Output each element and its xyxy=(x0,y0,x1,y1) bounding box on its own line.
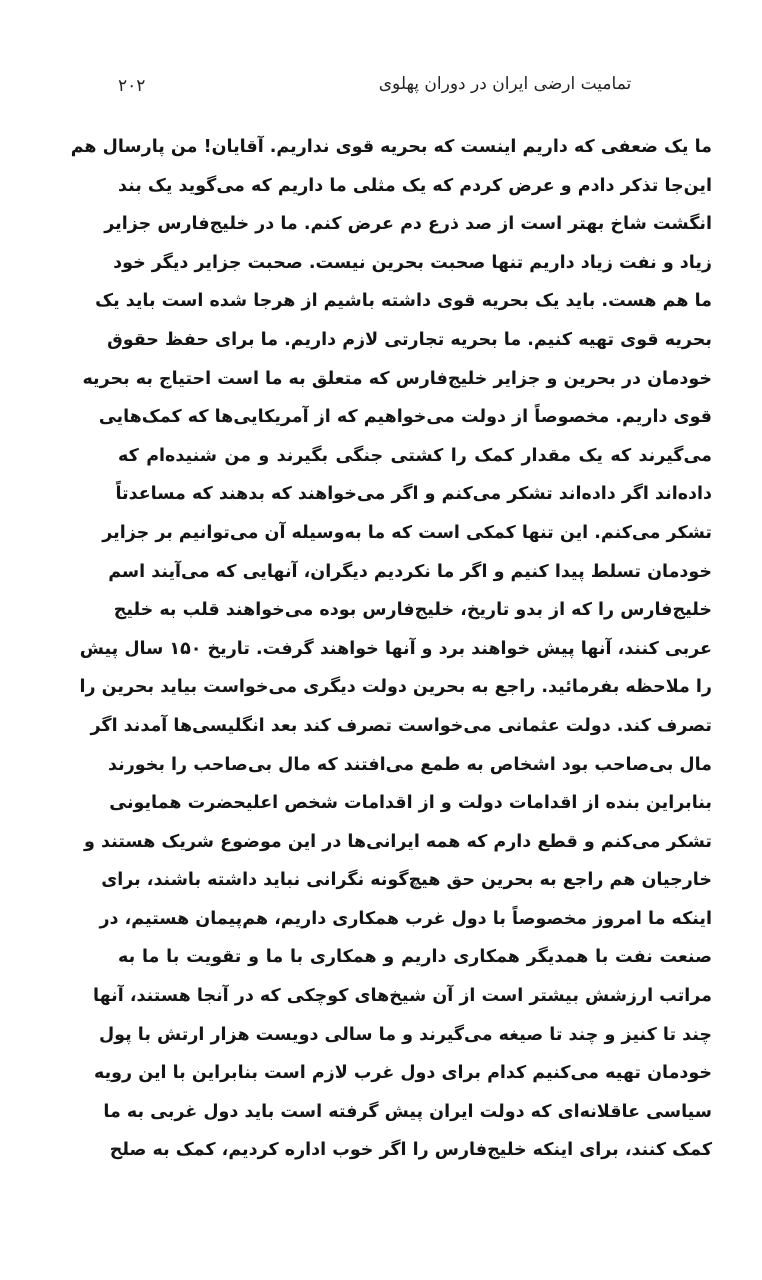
text-line: تصرف کند. دولت عثمانی می‌خواست تصرف کند بعد انگلیسی‌ها آمدند اگر xyxy=(90,715,712,736)
text-line: زیاد و نفت زیاد داریم تنها صحبت بحرین نیست. صحبت جزایر دیگر خود xyxy=(113,252,712,273)
text-line: داده‌اند اگر داده‌اند تشکر می‌کنم و اگر می‌خواهند که بدهند که مساعدتاً xyxy=(115,484,712,505)
text-line: چند تا کنیز و چند تا صیغه می‌گیرند و ما سالی دویست هزار ارتش با پول xyxy=(98,1024,712,1045)
text-line: را ملاحظه بفرمائید. راجع به بحرین دولت دیگری می‌خواست بیاید بحرین را xyxy=(79,677,712,698)
text-line: ما هم هست. باید یک بحریه قوی داشته باشیم از هرجا شده است باید یک xyxy=(95,291,712,312)
running-header xyxy=(118,74,712,104)
text-line: خارجیان هم راجع به بحرین حق هیچ‌گونه نگرانی نباید داشته باشند، برای xyxy=(101,870,712,891)
text-line: مال بی‌صاحب بود اشخاص به طمع می‌افتند که مال بی‌صاحب را بخورند xyxy=(108,754,712,775)
text-line: عربی کنند، آنها پیش خواهند برد و آنها خواهند گرفت. تاریخ ۱۵۰ سال پیش xyxy=(79,638,712,659)
text-line: بحریه قوی تهیه کنیم. ما بحریه تجارتی لازم داریم. ما برای حفظ حقوق xyxy=(107,329,712,350)
text-line: خودمان تهیه می‌کنیم کدام برای دول غرب لازم است بنابراین با این رویه xyxy=(93,1063,712,1084)
text-line: انگشت شاخ بهتر است از صد ذرع دم عرض کنم. ما در خلیج‌فارس جزایر xyxy=(104,214,712,235)
text-line: مراتب ارزشش بیشتر است از آن شیخ‌های کوچکی که در آنجا هستند، آنها xyxy=(93,986,712,1007)
text-line: می‌گیرند که یک مقدار کمک را کشتی جنگی بگیرند و من شنیده‌ام که xyxy=(118,445,712,466)
text-line: تشکر می‌کنم و قطع دارم که همه ایرانی‌ها در این موضوع شریک هستند و xyxy=(84,831,712,852)
running-title: تمامیت ارضی ایران در دوران پهلوی xyxy=(378,74,632,94)
body-text xyxy=(70,128,712,1170)
page-number: ۲۰۲ xyxy=(118,76,146,96)
text-line: صنعت نفت با همدیگر همکاری داریم و همکاری با ما و تقویت با ما به xyxy=(118,947,712,968)
text-line: خودمان تسلط پیدا کنیم و اگر ما نکردیم دیگران، آنهایی که می‌آیند اسم xyxy=(108,561,712,582)
text-line: خلیج‌فارس را که از بدو تاریخ، خلیج‌فارس بوده می‌خواهند قلب به خلیج xyxy=(113,600,712,621)
text-line: کمک کنند، برای اینکه خلیج‌فارس را اگر خوب اداره کردیم، کمک به صلح xyxy=(109,1140,712,1161)
text-line: تشکر می‌کنم. این تنها کمکی است که ما به‌وسیله آن می‌توانیم بر جزایر xyxy=(102,522,712,543)
text-line: این‌جا تذکر دادم و عرض کردم که یک مثلی ما داریم که می‌گوید یک بند xyxy=(118,175,712,196)
text-line: اینکه ما امروز مخصوصاً با دول غرب همکاری داریم، هم‌پیمان هستیم، در xyxy=(99,908,712,929)
text-line: ما یک ضعفی که داریم اینست که بحریه قوی نداریم. آقایان! من پارسال هم xyxy=(70,137,712,157)
text-line: قوی داریم. مخصوصاً از دولت می‌خواهیم که از آمریکایی‌ها که کمک‌هایی xyxy=(98,407,712,428)
text-line: خودمان در بحرین و جزایر خلیج‌فارس که متعلق به ما است احتیاج به بحریه xyxy=(82,368,712,389)
text-line: سیاسی عاقلانه‌ای که دولت ایران پیش گرفته است باید دول غربی به ما xyxy=(103,1101,712,1122)
text-line: بنابراین بنده از اقدامات دولت و از اقدامات شخص اعلیحضرت همایونی xyxy=(109,793,712,814)
